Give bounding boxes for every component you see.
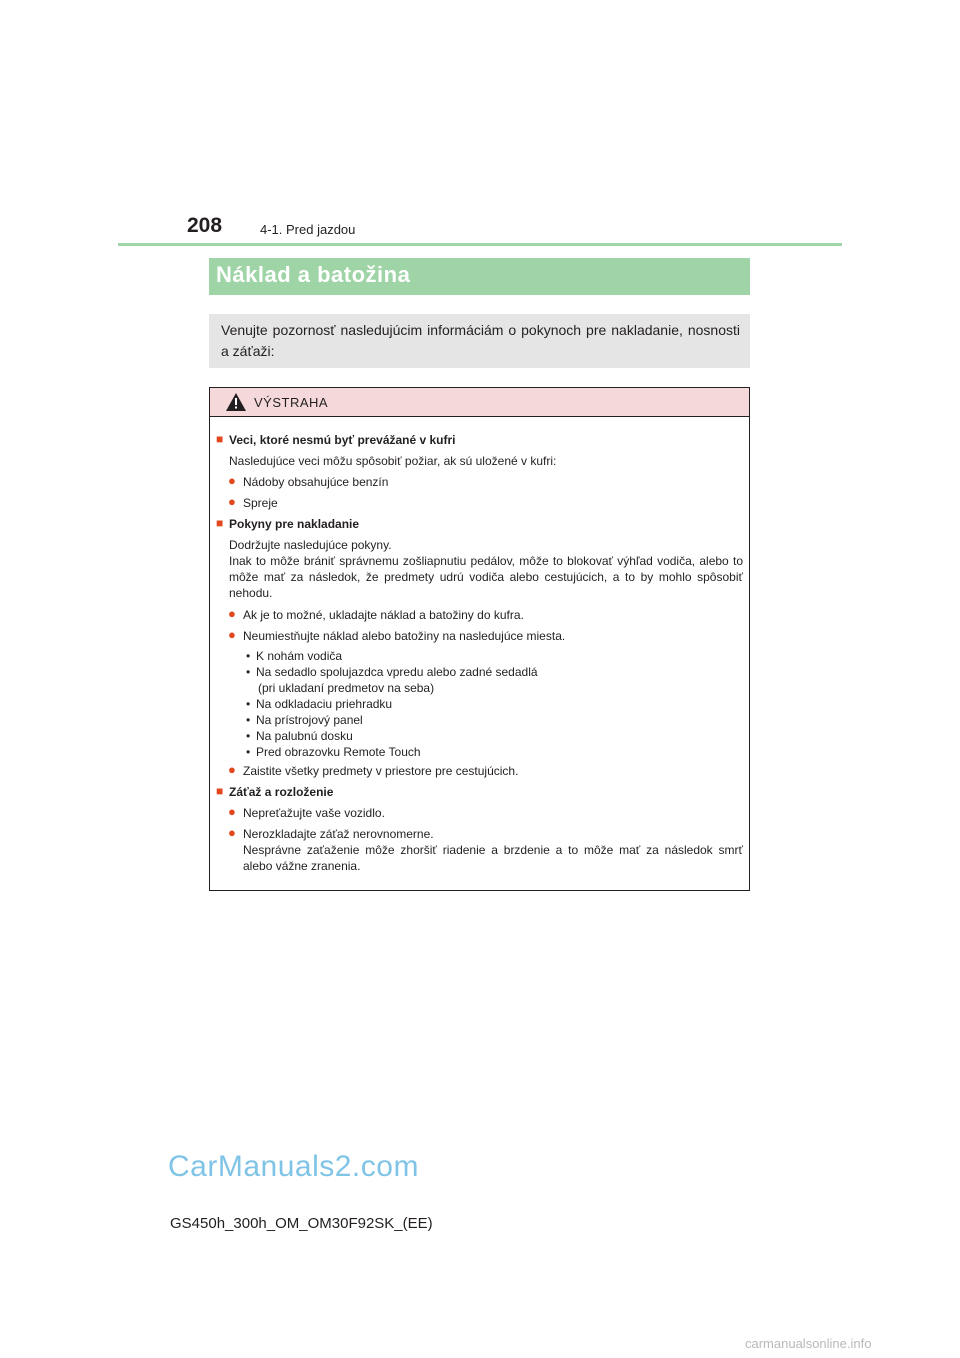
- sub-item: (pri ukladaní predmetov na seba): [258, 681, 435, 695]
- round-bullet-icon: ●: [228, 804, 236, 819]
- list-item: Spreje: [243, 496, 278, 510]
- sub-item: Na prístrojový panel: [256, 713, 363, 727]
- warning-triangle-icon: [226, 393, 246, 411]
- list-item: Zaistite všetky predmety v priestore pre cestujúcich.: [243, 764, 519, 778]
- list-item: Nerozkladajte záťaž nerovnomerne.: [243, 827, 434, 841]
- sub-bullet: •: [246, 729, 251, 743]
- sub-item: Na palubnú dosku: [256, 729, 353, 743]
- round-bullet-icon: ●: [228, 473, 236, 488]
- header-rule: [118, 243, 842, 246]
- list-item: Nádoby obsahujúce benzín: [243, 475, 389, 489]
- sub-bullet: •: [246, 745, 251, 759]
- warning-box: [209, 387, 750, 891]
- square-bullet-icon: ■: [216, 432, 224, 446]
- list-item: Neumiestňujte náklad alebo batožiny na nasledujúce miesta.: [243, 629, 566, 643]
- group-heading: Záťaž a rozloženie: [229, 785, 334, 799]
- group-note: Nesprávne zaťaženie môže zhoršiť riadenie a brzdenie a to môže mať za následok smrť alebo vážne zranenia.: [243, 843, 743, 873]
- list-item: Ak je to možné, ukladajte náklad a batožiny do kufra.: [243, 608, 524, 622]
- round-bullet-icon: ●: [228, 762, 236, 777]
- square-bullet-icon: ■: [216, 516, 224, 530]
- round-bullet-icon: ●: [228, 606, 236, 621]
- group-heading: Pokyny pre nakladanie: [229, 517, 360, 531]
- watermark-logo: CarManuals2.com: [168, 1150, 419, 1183]
- round-bullet-icon: ●: [228, 627, 236, 642]
- sub-bullet: •: [246, 697, 251, 711]
- sub-item: Na sedadlo spolujazdca vpredu alebo zadné sedadlá: [256, 665, 538, 679]
- sub-item: Na odkladaciu priehradku: [256, 697, 393, 711]
- group-text: Nasledujúce veci môžu spôsobiť požiar, ak sú uložené v kufri:: [229, 454, 557, 468]
- sub-item: K nohám vodiča: [256, 649, 343, 663]
- list-item: Nepreťažujte vaše vozidlo.: [243, 806, 385, 820]
- page-title: Náklad a batožina: [216, 262, 411, 287]
- intro-text: Venujte pozornosť nasledujúcim informáciám o pokynoch pre nakladanie, nosnosti a záťaži:: [221, 322, 740, 359]
- round-bullet-icon: ●: [228, 825, 236, 840]
- sub-item: Pred obrazovku Remote Touch: [256, 745, 421, 759]
- footer-code: GS450h_300h_OM_OM30F92SK_(EE): [170, 1215, 433, 1232]
- title-bar: [209, 258, 750, 295]
- group-text: Inak to môže brániť správnemu zošliapnutiu pedálov, môže to blokovať výhľad vodiča, alebo to môže mať za následok, že predmety udrú vodiča alebo cestujúcich, a to by mohlo spôsobiť nehodu.: [229, 554, 743, 600]
- round-bullet-icon: ●: [228, 494, 236, 509]
- group-heading: Veci, ktoré nesmú byť prevážané v kufri: [229, 433, 456, 447]
- group-text: Dodržujte nasledujúce pokyny.: [229, 538, 392, 552]
- intro-box: [209, 314, 750, 368]
- square-bullet-icon: ■: [216, 784, 224, 798]
- warning-header: [210, 388, 749, 417]
- page-number: 208: [187, 214, 223, 237]
- section-title: 4-1. Pred jazdou: [260, 222, 356, 237]
- sub-bullet: •: [246, 649, 251, 663]
- sub-bullet: •: [246, 713, 251, 727]
- watermark-site: carmanualsonline.info: [745, 1336, 872, 1351]
- sub-bullet: •: [246, 665, 251, 679]
- warning-label: VÝSTRAHA: [254, 395, 329, 410]
